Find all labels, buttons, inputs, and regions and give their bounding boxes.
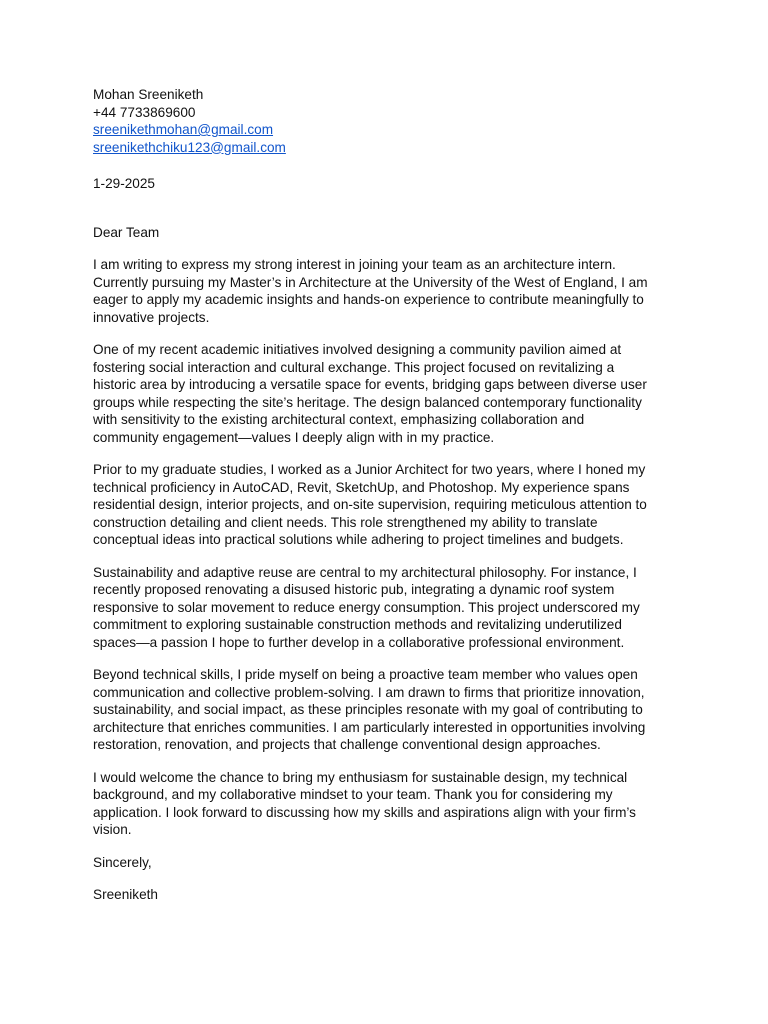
paragraph-line: spaces—a passion I hope to further develop in a collaborative professional environment. [93, 634, 625, 650]
paragraph-line: Sustainability and adaptive reuse are central to my architectural philosophy. For instance, I [93, 564, 637, 580]
paragraph-line: sustainability, and social impact, as these principles resonate with my goal of contributing to [93, 702, 643, 717]
paragraph-line: recently proposed renovating a disused historic pub, integrating a dynamic roof system [93, 582, 615, 597]
paragraph-line: historic area by introducing a versatile space for events, bridging gaps between diverse user [93, 377, 647, 392]
closing: Sincerely, [93, 854, 152, 870]
paragraph-conclusion [93, 769, 683, 839]
paragraph-line: background, and my collaborative mindset to your team. Thank you for considering my [93, 787, 613, 802]
paragraph-line: eager to apply my academic insights and hands-on experience to contribute meaningfully to [93, 292, 644, 307]
cover-letter-page [93, 86, 683, 904]
paragraph-teamwork [93, 666, 683, 754]
sender-phone: +44 7733869600 [93, 104, 196, 120]
sender-block [93, 86, 683, 156]
paragraph-line: technical proficiency in AutoCAD, Revit, SketchUp, and Photoshop. My experience spans [93, 479, 630, 495]
paragraph-line: groups while respecting the site’s heritage. The design balanced contemporary functionality [93, 394, 642, 410]
paragraph-line: Beyond technical skills, I pride myself on being a proactive team member who values open [93, 667, 638, 682]
paragraph-line: residential design, interior projects, and on-site supervision, requiring meticulous attention to [93, 497, 647, 512]
paragraph-line: application. I look forward to discussing how my skills and aspirations align with your firm’s [93, 804, 636, 820]
paragraph-line: with sensitivity to the existing architectural context, emphasizing collaboration and [93, 412, 585, 427]
paragraph-line: Currently pursuing my Master’s in Architecture at the University of the West of England, I am [93, 274, 648, 290]
paragraph-line: fostering social interaction and cultural exchange. This project focused on revitalizing a [93, 359, 615, 375]
paragraph-line: I would welcome the chance to bring my enthusiasm for sustainable design, my technical [93, 769, 628, 785]
sender-name: Mohan Sreeniketh [93, 87, 204, 102]
sender-email-link-1[interactable]: sreenikethmohan@gmail.com [93, 122, 274, 137]
paragraph-line: conceptual ideas into practical solutions while adhering to project timelines and budgets. [93, 532, 624, 547]
salutation: Dear Team [93, 224, 160, 240]
paragraph-line: architecture that enriches communities. I am particularly interested in opportunities involving [93, 719, 646, 735]
paragraph-line: innovative projects. [93, 309, 210, 325]
sender-email-link-2[interactable]: sreenikethchiku123@gmail.com [93, 139, 286, 155]
signature: Sreeniketh [93, 887, 158, 902]
paragraph-sustainability [93, 564, 683, 652]
paragraph-line: responsive to solar movement to reduce energy consumption. This project underscored my [93, 599, 640, 615]
paragraph-work-experience [93, 461, 683, 549]
paragraph-line: vision. [93, 822, 132, 837]
paragraph-line: commitment to exploring sustainable construction methods and revitalizing underutilized [93, 617, 622, 632]
paragraph-intro [93, 256, 683, 326]
paragraph-line: restoration, renovation, and projects that challenge conventional design approaches. [93, 737, 601, 752]
paragraph-line: communication and collective problem-solving. I am drawn to firms that prioritize innovation, [93, 684, 645, 700]
paragraph-line: Prior to my graduate studies, I worked as a Junior Architect for two years, where I honed my [93, 462, 646, 477]
paragraph-line: community engagement—values I deeply align with in my practice. [93, 429, 495, 445]
paragraph-line: One of my recent academic initiatives involved designing a community pavilion aimed at [93, 342, 622, 357]
paragraph-line: I am writing to express my strong interest in joining your team as an architecture intern. [93, 257, 616, 272]
paragraph-pavilion-project [93, 341, 683, 446]
letter-date: 1-29-2025 [93, 176, 155, 191]
paragraph-line: construction detailing and client needs. This role strengthened my ability to translate [93, 514, 598, 530]
